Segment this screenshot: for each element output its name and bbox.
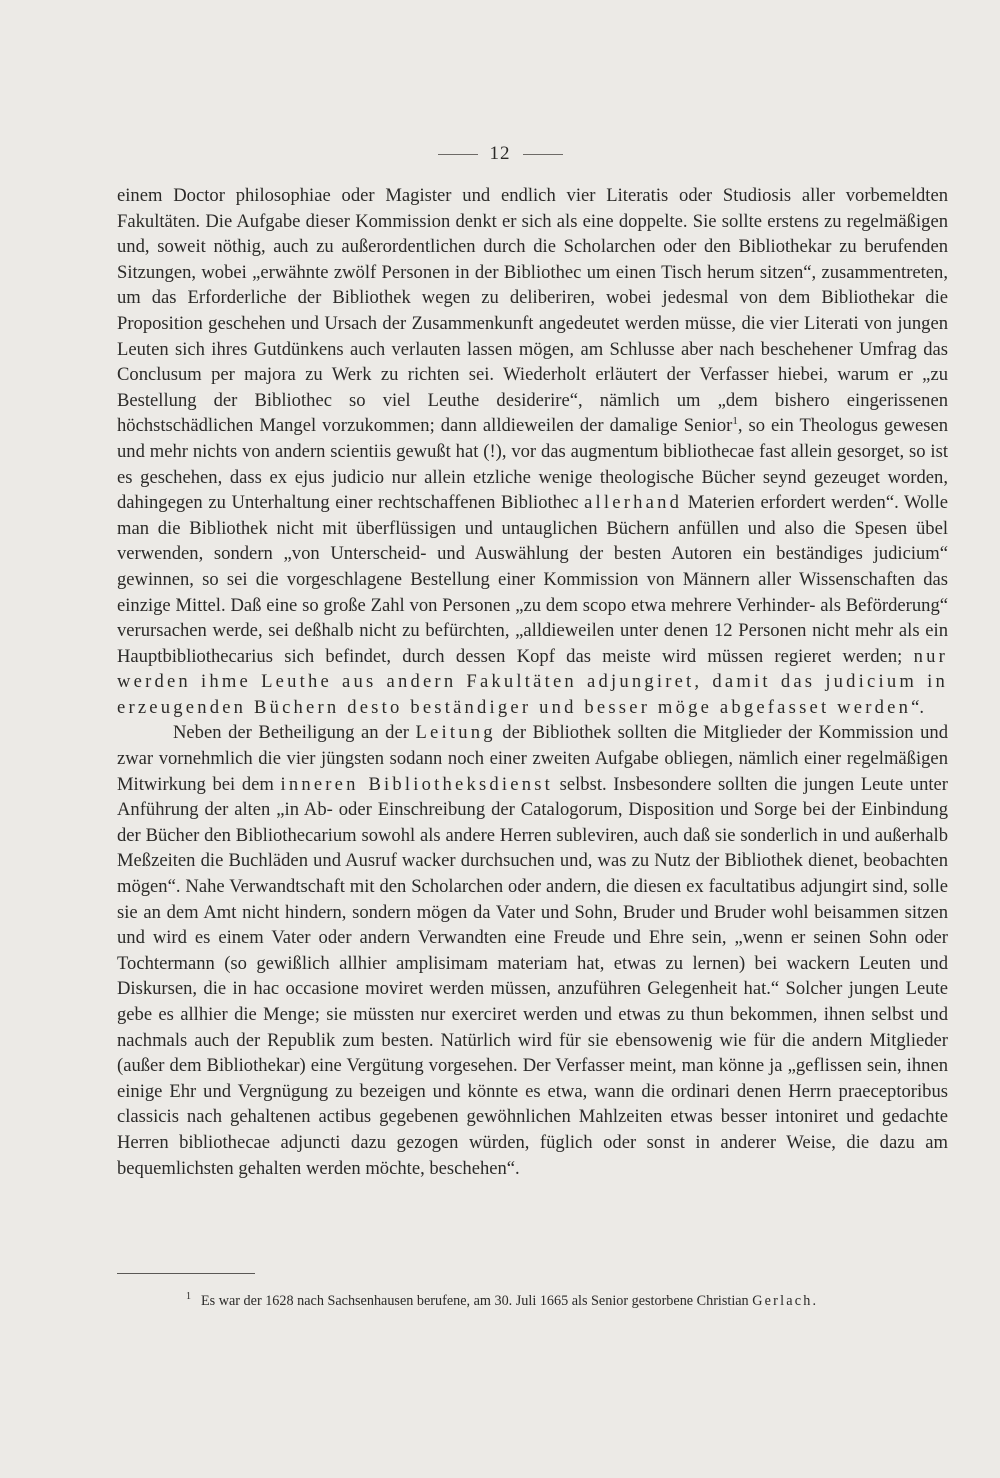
text-run: , so ein Theologus gewesen und mehr nichts von andern scientiis gewußt hat (!), vor das augmentum bibliothecae fast allein gesorget, so ist es geschehen, dass ex ejus judicio nur allein etzliche wenige theologische Bücher seynd gezeuget worden, dahingegen zu Unterhaltung einer rechtschaffenen Bibliothec [117,415,948,514]
text-run: “. [911,696,924,718]
spaced-emphasis: Leitung [415,722,496,744]
footnote-separator [117,1273,255,1274]
paragraph [117,720,948,1181]
footnote-mark: 1 [186,1291,191,1303]
spaced-emphasis: inneren Bibliotheksdienst [280,773,554,795]
text-run: Materien erfordert werden“. Wolle man die Bibliothek nicht mit überflüssigen und untauglichen Büchern anfüllen und also die Spesen übel verwenden, sondern „von Unterscheid- und Auswählung der besten Autoren ein beständiges judicium“ gewinnen, so sei die vorgeschlagene Bestellung einer Kommission von Männern aller Wissenschaften das einzige Mittel. Daß eine so große Zahl von Personen „zu dem scopo etwa mehrere Verhinder- als Beförderung“ verursachen werde, sei deßhalb nicht zu befürchten, „alldieweilen unter denen 12 Personen nicht mehr als ein Hauptbibliothecarius sich befindet, durch dessen Kopf das meiste wird müssen regieret werden; [117,492,948,667]
header-rule-left [438,154,478,155]
footnote-name: Gerlach [752,1293,813,1309]
text-run: selbst. Insbesondere sollten die jungen Leute unter Anführung der alten „in Ab- oder Einschreibung der Catalogorum, Disposition und Sorge bei der Einbindung der Bücher den Bibliothecarium sowohl als andere Herren subleviren, auch daß sie sonderlich in und außerhalb Meßzeiten die Buchläden und Ausruf wacker durchsuchen und, was zu Nutz der Bibliothek dienet, beobachten mögen“. Nahe Verwandtschaft mit den Scholarchen oder andern, die diesen ex facultatibus adjungirt sind, solle sie an dem Amt nicht hindern, sondern mögen da Vater und Sohn, Bruder und Bruder wohl beisammen sitzen und wird es einem Vater oder andern Verwandten eine Freude und Ehre sein, „wenn er seinen Sohn oder Tochtermann (so gewißlich allhier amplisimam materiam hat, etwas zu lernen) bei wackern Leuten und Diskursen, die in hac occasione moviret werden müssen, anzuführen Gelegenheit hat.“ Solcher jungen Leute gebe es allhier die Menge; sie müssten nur exerciret werden und etwas zu thun bekommen, ihnen selbst und nachmals auch der Republik zum besten. Natürlich wird für sie ebensowenig wie für die andern Mitglieder (außer dem Bibliothekar) eine Vergütung vorgesehen. Der Verfasser meint, man könne ja „geflissen sein, ihnen einige Ehr und Vergnügung zu bezeigen und könnte es etwa, wann die ordinari denen Herrn praeceptoribus classicis nach gehaltenen actibus gegebenen gewöhnlichen Mahlzeiten etwas besser intoniret und gedachte Herren bibliothecae adjuncti dazu gezogen würden, füglich oder sonst in anderer Weise, die dazu am bequemlichsten gehalten werden möchte, beschehen“. [117,773,948,1179]
spaced-emphasis: nur werden ihme Leuthe aus andern Fakultäten adjungiret, damit das judicium in erzeugenden Büchern desto beständiger und besser möge abgefasset werden [117,645,948,718]
page-header [0,143,1000,165]
paragraph [117,183,948,720]
text-run: einem Doctor philosophiae oder Magister und endlich vier Literatis oder Studiosis aller vorbemeldten Fakultäten. Die Aufgabe dieser Kommission denkt er sich als eine doppelte. Sie sollte erstens zu regelmäßigen und, soweit nöthig, auch zu außerordentlichen durch die Scholarchen oder den Bibliothekar zu berufenden Sitzungen, wobei „erwähnte zwölf Personen in der Bibliothec um einen Tisch herum sitzen“, zusammentreten, um das Erforderliche der Bibliothek wegen zu deliberiren, wobei jedesmal von dem Bibliothekar die Proposition geschehen und Ursach der Zusammenkunft angedeutet werden müsse, die vier Literati von jungen Leuten sich ihres Gutdünkens auch verlauten lassen mögen, am Schlusse aber nach beschehener Umfrag das Conclusum per majora zu Werk zu richten sei. Wiederholt erläutert der Verfasser hiebei, warum er „zu Bestellung der Bibliothec so viel Leuthe desiderire“, nämlich um „dem bishero eingerissenen höchstschädlichen Mangel vorzukommen; dann alldieweilen der damalige Senior [117,185,948,437]
footnote-reference: 1 [732,415,738,428]
page-number: 12 [489,143,511,164]
footnote-end: . [812,1293,817,1309]
spaced-emphasis: allerhand [584,492,683,514]
footnote-text: Es war der 1628 nach Sachsenhausen berufene, am 30. Juli 1665 als Senior gestorbene Christian [201,1293,753,1309]
footnote [186,1291,952,1311]
header-rule-right [523,154,563,155]
text-run: Neben der Betheiligung an der [173,722,416,744]
text-run: der Bibliothek sollten die Mitglieder der Kommission und zwar vornehmlich die vier jüngsten sodann noch einer zweiten Aufgabe obliegen, nämlich einer regelmäßigen Mitwirkung bei dem [117,722,949,795]
body-text [117,183,948,1181]
